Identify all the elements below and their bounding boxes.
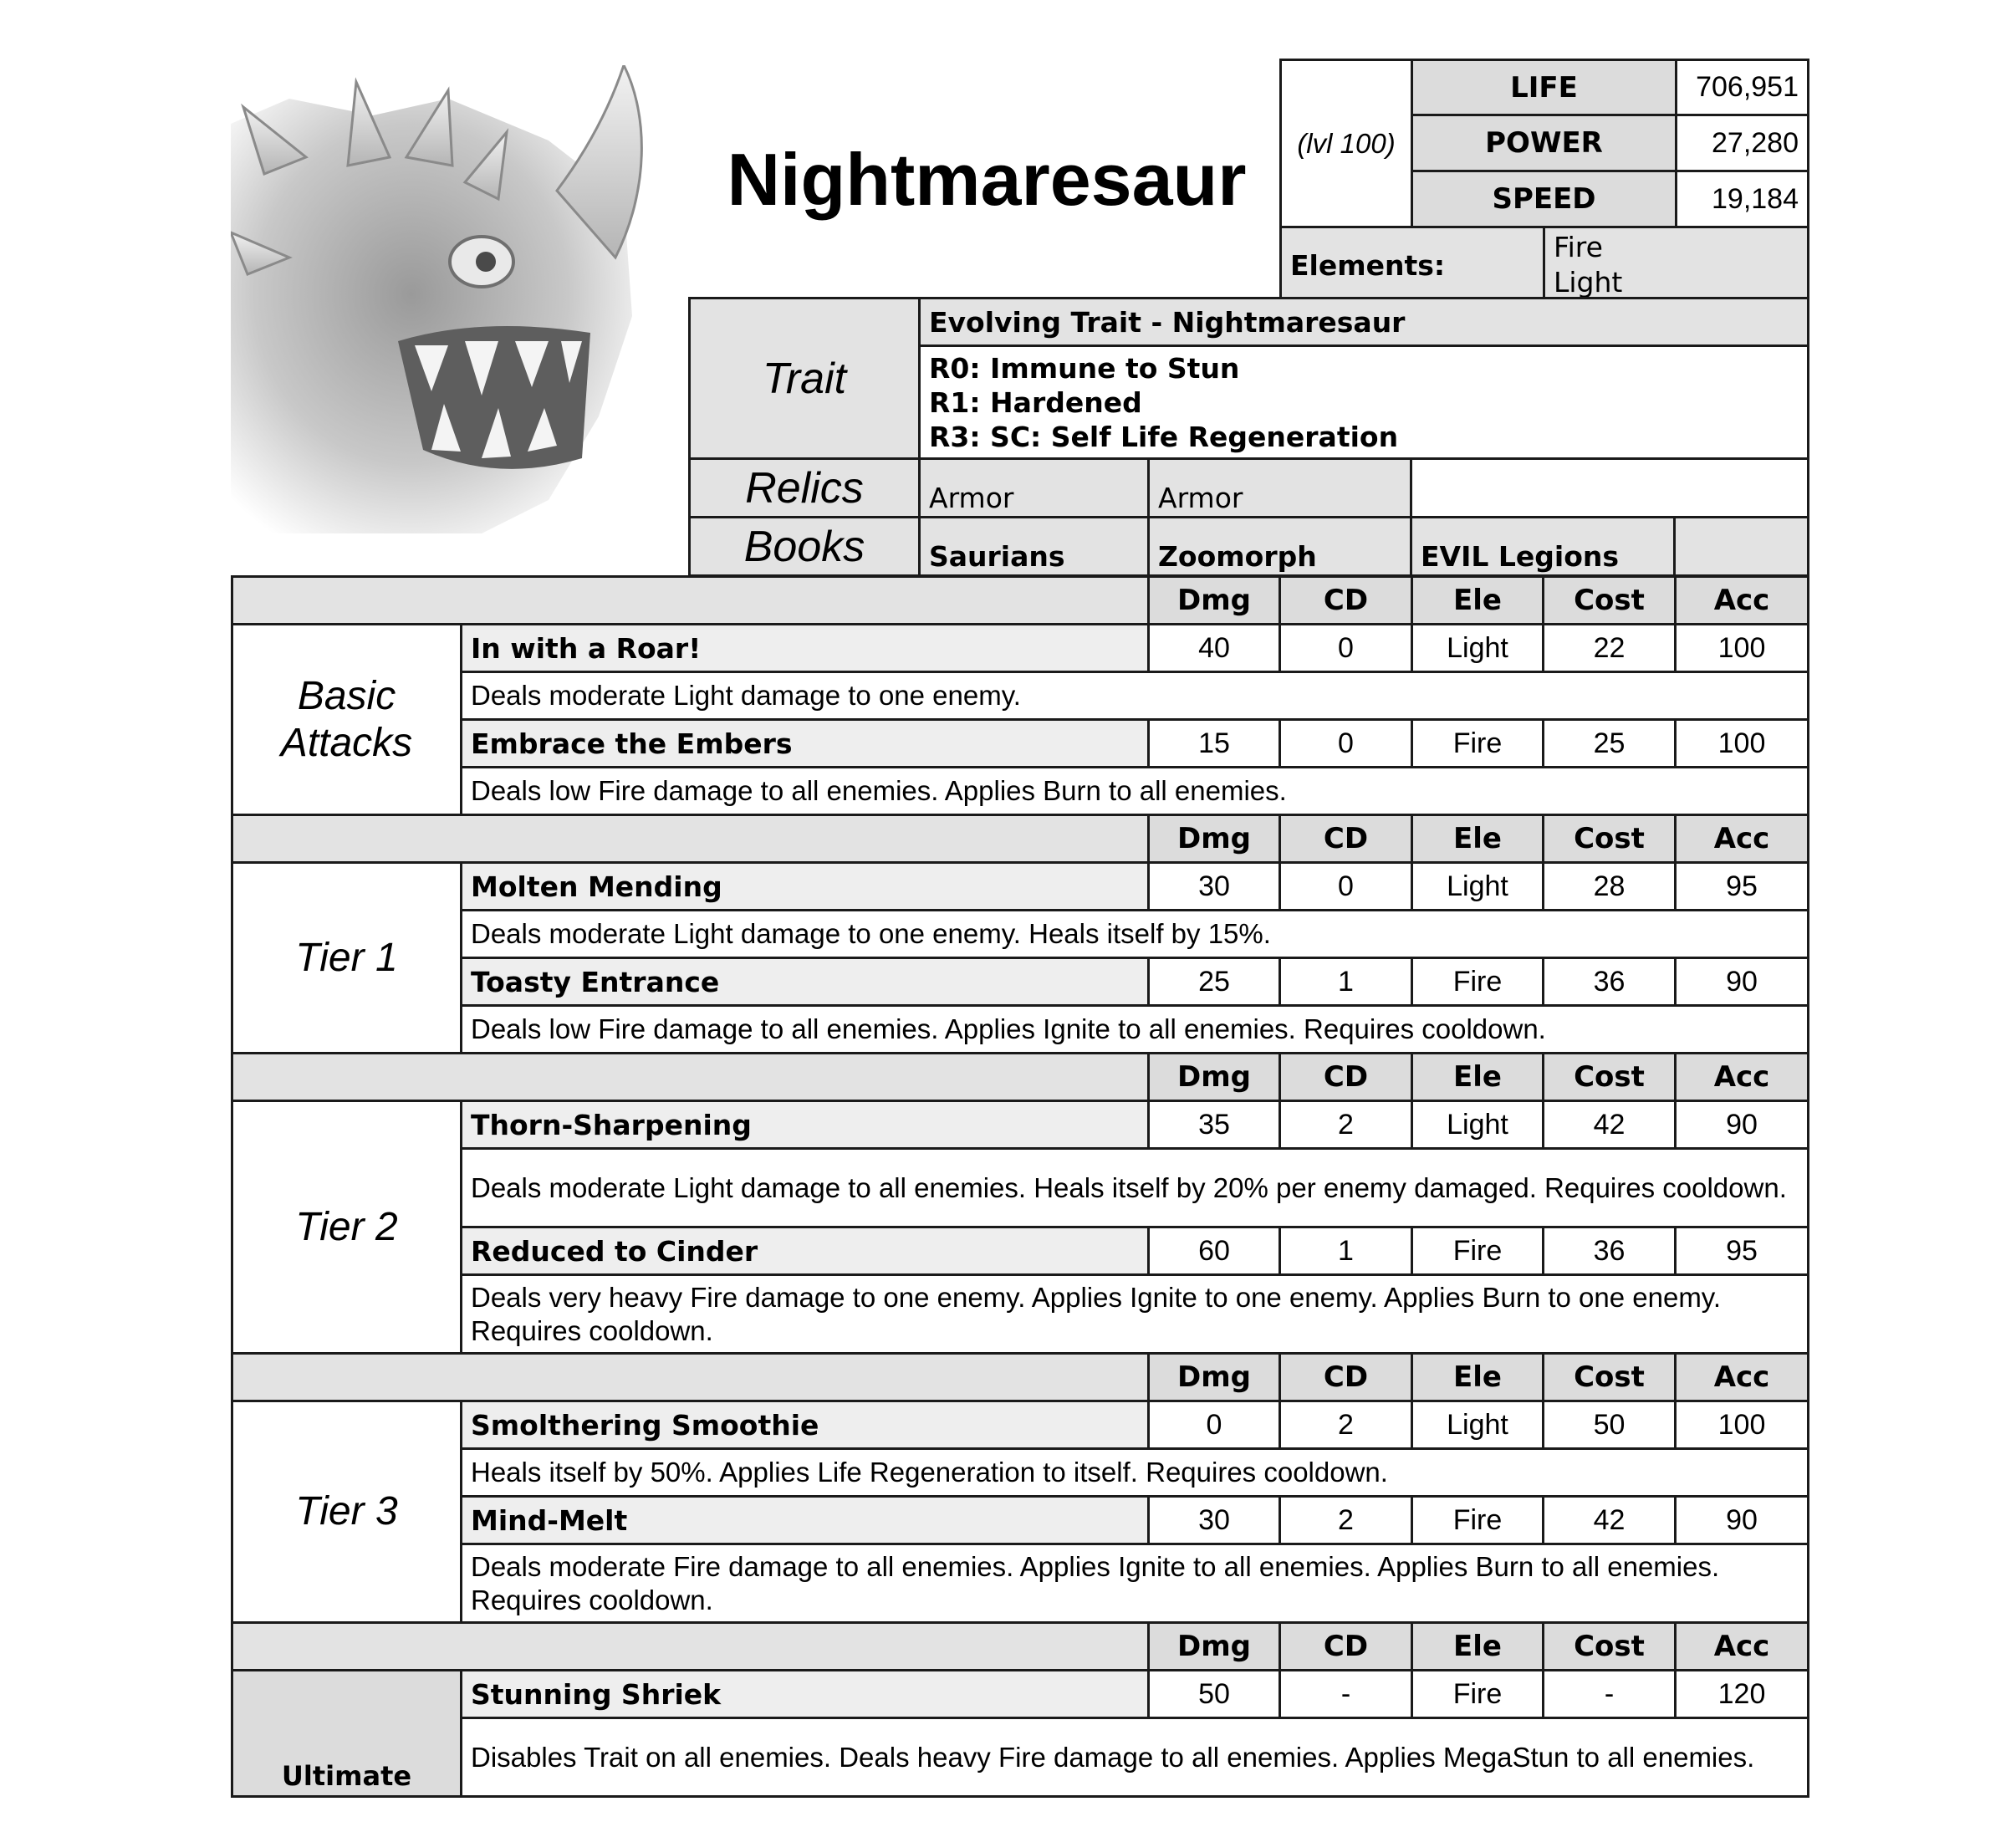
ability-cd: 1 bbox=[1280, 1227, 1412, 1275]
stat-label-speed: SPEED bbox=[1412, 171, 1677, 227]
ability-row bbox=[232, 1497, 1809, 1544]
ability-ele: Fire bbox=[1412, 1671, 1544, 1718]
elements-values bbox=[1544, 227, 1809, 304]
column-header-row bbox=[232, 815, 1809, 863]
ability-cd: 0 bbox=[1280, 720, 1412, 768]
ability-dmg: 25 bbox=[1149, 958, 1280, 1006]
ability-ele: Light bbox=[1412, 1101, 1544, 1149]
trait-label: Trait bbox=[690, 299, 920, 459]
element-fire: Fire bbox=[1554, 231, 1603, 263]
col-ele: Ele bbox=[1412, 577, 1544, 625]
col-dmg: Dmg bbox=[1149, 815, 1280, 863]
column-header-row bbox=[232, 577, 1809, 625]
ability-name: In with a Roar! bbox=[462, 625, 1149, 672]
trait-ranks bbox=[920, 346, 1809, 459]
ability-description: Deals moderate Light damage to all enemies. Heals itself by 20% per enemy damaged. Requires cooldown. bbox=[462, 1149, 1809, 1227]
trait-table bbox=[688, 297, 1809, 577]
ability-description: Deals low Fire damage to all enemies. Applies Ignite to all enemies. Requires cooldown. bbox=[462, 1006, 1809, 1054]
ability-name: Toasty Entrance bbox=[462, 958, 1149, 1006]
ability-ele: Fire bbox=[1412, 1227, 1544, 1275]
col-acc: Acc bbox=[1676, 1354, 1809, 1401]
section-label-tier-2: Tier 2 bbox=[232, 1101, 462, 1354]
book-4 bbox=[1675, 518, 1809, 576]
trait-rank-r0: R0: Immune to Stun bbox=[929, 351, 1240, 385]
col-cost: Cost bbox=[1544, 1623, 1676, 1671]
ability-cost: 42 bbox=[1544, 1497, 1676, 1544]
ability-dmg: 30 bbox=[1149, 1497, 1280, 1544]
ability-row bbox=[232, 720, 1809, 768]
ability-acc: 100 bbox=[1676, 625, 1809, 672]
ability-dmg: 40 bbox=[1149, 625, 1280, 672]
column-header-row bbox=[232, 1623, 1809, 1671]
col-acc: Acc bbox=[1676, 815, 1809, 863]
ability-acc: 90 bbox=[1676, 1101, 1809, 1149]
ability-ele: Fire bbox=[1412, 720, 1544, 768]
trait-name: Evolving Trait - Nightmaresaur bbox=[920, 299, 1809, 346]
ability-row bbox=[232, 1101, 1809, 1149]
col-cd: CD bbox=[1280, 1354, 1412, 1401]
ability-acc: 95 bbox=[1676, 1227, 1809, 1275]
ability-row bbox=[232, 625, 1809, 672]
ability-cost: 36 bbox=[1544, 958, 1676, 1006]
ability-cd: 0 bbox=[1280, 625, 1412, 672]
col-dmg: Dmg bbox=[1149, 1354, 1280, 1401]
trait-rank-r3: R3: SC: Self Life Regeneration bbox=[929, 420, 1399, 453]
ability-description: Deals very heavy Fire damage to one enemy. Applies Ignite to one enemy. Applies Burn to one enemy. Requires cooldown. bbox=[462, 1275, 1809, 1354]
ability-ele: Light bbox=[1412, 1401, 1544, 1449]
col-ele: Ele bbox=[1412, 1354, 1544, 1401]
ability-name: Smolthering Smoothie bbox=[462, 1401, 1149, 1449]
ability-name: Reduced to Cinder bbox=[462, 1227, 1149, 1275]
book-1: Saurians bbox=[920, 518, 1149, 576]
ability-acc: 90 bbox=[1676, 958, 1809, 1006]
ability-acc: 95 bbox=[1676, 863, 1809, 911]
ability-ele: Fire bbox=[1412, 1497, 1544, 1544]
ability-name: Mind-Melt bbox=[462, 1497, 1149, 1544]
ability-ele: Fire bbox=[1412, 958, 1544, 1006]
col-cd: CD bbox=[1280, 815, 1412, 863]
ability-name: Embrace the Embers bbox=[462, 720, 1149, 768]
ability-description: Deals moderate Light damage to one enemy. Heals itself by 15%. bbox=[462, 911, 1809, 958]
ability-dmg: 50 bbox=[1149, 1671, 1280, 1718]
trait-rank-r1: R1: Hardened bbox=[929, 385, 1142, 419]
relic-3 bbox=[1411, 459, 1809, 518]
ability-acc: 120 bbox=[1676, 1671, 1809, 1718]
ability-cost: - bbox=[1544, 1671, 1676, 1718]
col-ele: Ele bbox=[1412, 815, 1544, 863]
stat-value-speed: 19,184 bbox=[1677, 171, 1809, 227]
col-dmg: Dmg bbox=[1149, 1054, 1280, 1101]
ability-acc: 100 bbox=[1676, 720, 1809, 768]
book-3: EVIL Legions bbox=[1411, 518, 1675, 576]
ability-description: Disables Trait on all enemies. Deals heavy Fire damage to all enemies. Applies MegaStun to all enemies. bbox=[462, 1718, 1809, 1797]
header-spacer bbox=[232, 1623, 1149, 1671]
col-cost: Cost bbox=[1544, 815, 1676, 863]
ability-cd: 2 bbox=[1280, 1401, 1412, 1449]
section-label-tier-1: Tier 1 bbox=[232, 863, 462, 1054]
ability-cost: 25 bbox=[1544, 720, 1676, 768]
abilities-table bbox=[231, 575, 1809, 1798]
col-cd: CD bbox=[1280, 1054, 1412, 1101]
stat-label-life: LIFE bbox=[1412, 60, 1677, 115]
section-label-line: Basic bbox=[297, 673, 396, 718]
section-label-tier-3: Tier 3 bbox=[232, 1401, 462, 1623]
ability-cd: 2 bbox=[1280, 1101, 1412, 1149]
ability-row bbox=[232, 958, 1809, 1006]
col-dmg: Dmg bbox=[1149, 577, 1280, 625]
monster-name: Nightmaresaur bbox=[727, 138, 1247, 221]
header-spacer bbox=[232, 815, 1149, 863]
ability-row bbox=[232, 1227, 1809, 1275]
header-spacer bbox=[232, 1354, 1149, 1401]
ability-cd: 1 bbox=[1280, 958, 1412, 1006]
col-cost: Cost bbox=[1544, 1354, 1676, 1401]
ability-description: Deals low Fire damage to all enemies. Applies Burn to all enemies. bbox=[462, 768, 1809, 815]
stats-table bbox=[1279, 59, 1809, 305]
ability-description: Heals itself by 50%. Applies Life Regeneration to itself. Requires cooldown. bbox=[462, 1449, 1809, 1497]
ability-name: Molten Mending bbox=[462, 863, 1149, 911]
ability-acc: 100 bbox=[1676, 1401, 1809, 1449]
ability-cost: 36 bbox=[1544, 1227, 1676, 1275]
books-label: Books bbox=[690, 518, 920, 576]
ability-acc: 90 bbox=[1676, 1497, 1809, 1544]
ability-cost: 22 bbox=[1544, 625, 1676, 672]
header-spacer bbox=[232, 577, 1149, 625]
relic-2: Armor bbox=[1149, 459, 1411, 518]
book-2: Zoomorph bbox=[1149, 518, 1411, 576]
ability-dmg: 60 bbox=[1149, 1227, 1280, 1275]
header-spacer bbox=[232, 1054, 1149, 1101]
ability-description: Deals moderate Light damage to one enemy. bbox=[462, 672, 1809, 720]
ability-ele: Light bbox=[1412, 863, 1544, 911]
monster-level: (lvl 100) bbox=[1281, 60, 1412, 227]
col-dmg: Dmg bbox=[1149, 1623, 1280, 1671]
col-ele: Ele bbox=[1412, 1623, 1544, 1671]
col-acc: Acc bbox=[1676, 577, 1809, 625]
section-label-basic-attacks bbox=[232, 625, 462, 815]
ability-cd: 2 bbox=[1280, 1497, 1412, 1544]
ability-description: Deals moderate Fire damage to all enemies. Applies Ignite to all enemies. Applies Burn to all enemies. Requires cooldown. bbox=[462, 1544, 1809, 1623]
elements-label: Elements: bbox=[1281, 227, 1544, 304]
stat-label-power: POWER bbox=[1412, 115, 1677, 171]
col-cost: Cost bbox=[1544, 577, 1676, 625]
ability-row bbox=[232, 1671, 1809, 1718]
col-acc: Acc bbox=[1676, 1054, 1809, 1101]
ability-dmg: 0 bbox=[1149, 1401, 1280, 1449]
relics-label: Relics bbox=[690, 459, 920, 518]
col-cost: Cost bbox=[1544, 1054, 1676, 1101]
stat-value-power: 27,280 bbox=[1677, 115, 1809, 171]
ability-dmg: 30 bbox=[1149, 863, 1280, 911]
ability-name: Stunning Shriek bbox=[462, 1671, 1149, 1718]
section-label-ultimate: Ultimate bbox=[232, 1671, 462, 1797]
ability-ele: Light bbox=[1412, 625, 1544, 672]
relic-1: Armor bbox=[920, 459, 1149, 518]
ability-dmg: 15 bbox=[1149, 720, 1280, 768]
stat-value-life: 706,951 bbox=[1677, 60, 1809, 115]
section-label-line: Attacks bbox=[280, 720, 413, 765]
ability-cd: - bbox=[1280, 1671, 1412, 1718]
col-cd: CD bbox=[1280, 577, 1412, 625]
col-acc: Acc bbox=[1676, 1623, 1809, 1671]
ability-cost: 42 bbox=[1544, 1101, 1676, 1149]
element-light: Light bbox=[1554, 266, 1623, 299]
ability-cd: 0 bbox=[1280, 863, 1412, 911]
ability-row bbox=[232, 1401, 1809, 1449]
col-cd: CD bbox=[1280, 1623, 1412, 1671]
monster-artwork bbox=[231, 65, 666, 533]
col-ele: Ele bbox=[1412, 1054, 1544, 1101]
ability-row bbox=[232, 863, 1809, 911]
ability-name: Thorn-Sharpening bbox=[462, 1101, 1149, 1149]
ability-dmg: 35 bbox=[1149, 1101, 1280, 1149]
column-header-row bbox=[232, 1054, 1809, 1101]
ability-cost: 28 bbox=[1544, 863, 1676, 911]
ability-cost: 50 bbox=[1544, 1401, 1676, 1449]
column-header-row bbox=[232, 1354, 1809, 1401]
